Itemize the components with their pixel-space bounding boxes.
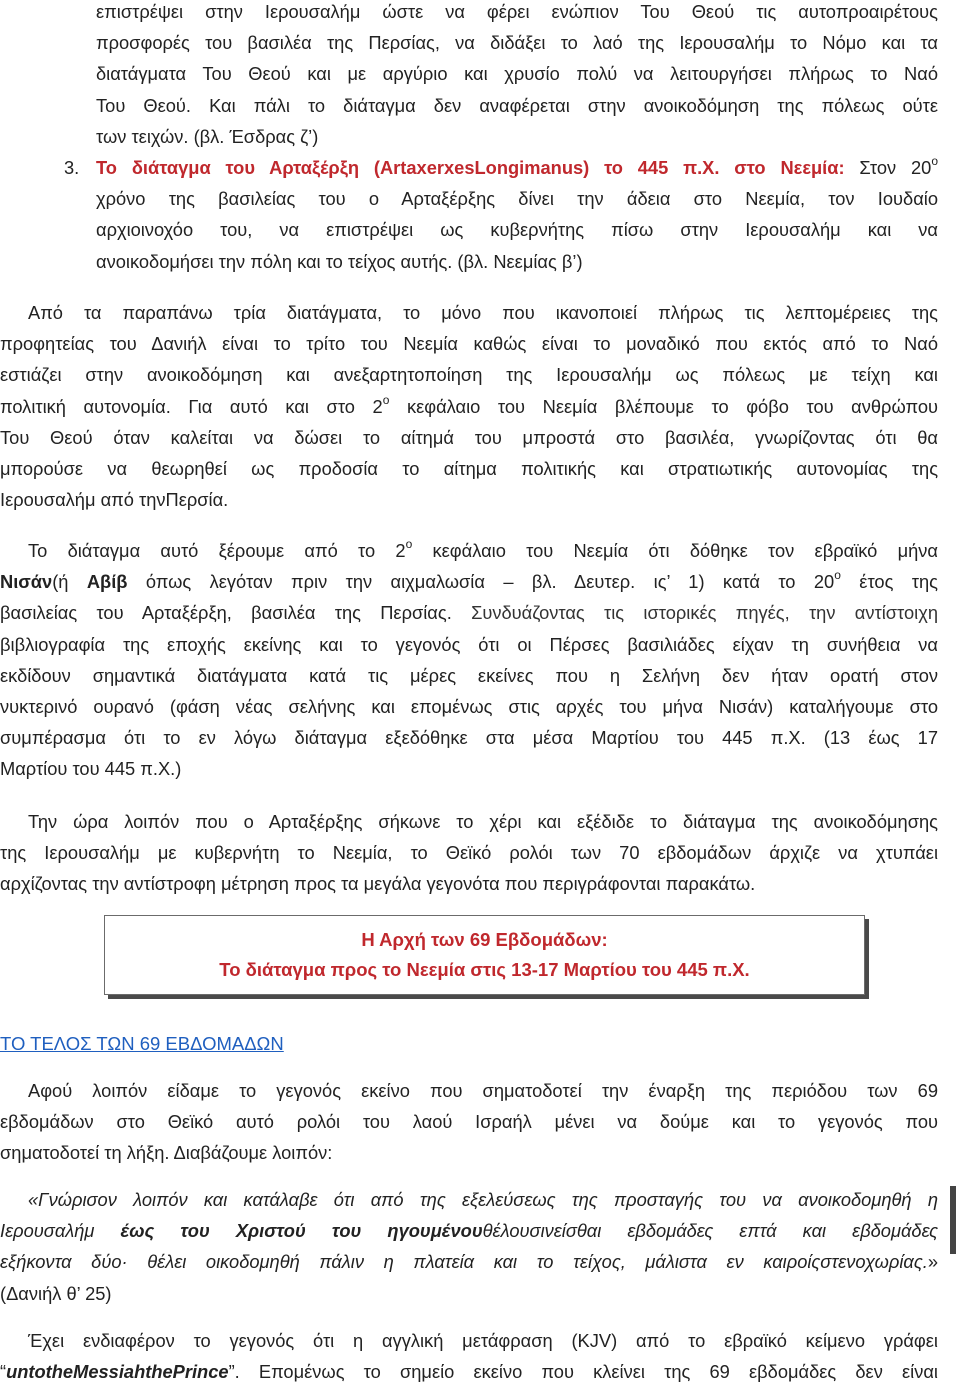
item3-line-first <box>96 152 938 183</box>
intro-line: των τειχών. (βλ. Έσδρας ζ’) <box>96 125 319 147</box>
list-number: 3. <box>64 157 80 178</box>
quote-text: Ιερουσαλήμ <box>0 1220 121 1242</box>
item3-paragraph <box>96 152 938 277</box>
para2-line: Μαρτίου του 445 π.Χ.) <box>0 758 182 780</box>
para2-line <box>0 597 938 628</box>
ordinal-sup: ο <box>834 568 841 583</box>
paragraph-1 <box>0 297 938 515</box>
intro-line: προσφορές του βασιλέα της Περσίας, να διδάξει το λαό της Ιερουσαλήμ το Νόμο και τα <box>96 32 938 54</box>
month-aviv: Αβίβ <box>86 571 128 593</box>
para1-text: πολιτική αυτονομία. Για αυτό και στο 2 <box>0 395 383 417</box>
para1-line: μπορούσε να θεωρηθεί ως προδοσία το αίτημα πολιτικής και στρατιωτικής αυτονομίας της <box>0 458 938 480</box>
para2-text: Συνδυάζοντας τις ιστορικές πηγές, την αντίστοιχη <box>451 602 938 624</box>
para1-text: κεφάλαιο του Νεεμία βλέπουμε το φόβο του ανθρώπου <box>389 395 938 417</box>
ordinal-sup: ο <box>405 536 413 551</box>
quote-text: θέλουσινείσθαι εβδομάδες επτά και εβδομάδες <box>482 1220 939 1242</box>
kjv-phrase: untotheMessiahthePrince <box>6 1361 229 1383</box>
para2-text: Το διάταγμα αυτό ξέρουμε από το 2 <box>28 540 406 561</box>
para4-line: Αφού λοιπόν είδαμε το γεγονός εκείνο που σηματοδοτεί την έναρξη της περιόδου των 69 <box>28 1080 938 1101</box>
item3-line: ανοικοδομήσει την πόλη και το τείχος αυτής. (βλ. Νεεμίας β’) <box>96 250 583 272</box>
paragraph-4 <box>0 1075 938 1169</box>
quote-emphasis: έως του Χριστού του ηγουμένου <box>120 1220 483 1242</box>
intro-line: διατάγματα Του Θεού και με αργύριο και χρυσίο πολύ να λειτουργήσει πλήρως το Ναό <box>96 63 938 85</box>
highlight-box <box>104 915 865 995</box>
paragraph-3 <box>0 806 938 900</box>
para2-text: όπως λεγόταν πριν την αιχμαλωσία – βλ. Δευτερ. ις’ 1) κατά το 20 <box>127 571 835 593</box>
item3-text: Στον 20 <box>844 157 932 178</box>
quote-text: εξήκοντα δύο· θέλει οικοδομηθή πάλιν η πλατεία και το τείχος, μάλιστα εν καιροίςστενοχωρίας. <box>0 1251 928 1273</box>
para5-text: “ <box>0 1361 7 1383</box>
para5-line <box>0 1356 938 1387</box>
ordinal-sup: ο <box>931 153 938 168</box>
box-subtitle: Το διάταγμα προς το Νεεμία στις 13-17 Μαρτίου του 445 π.Χ. <box>219 959 750 980</box>
para2-text: (ή <box>52 571 87 593</box>
quote-reference: (Δανιήλ θ’ 25) <box>0 1282 112 1304</box>
para1-line: προφητείας του Δανιήλ είναι το τρίτο του Νεεμία καθώς είναι το μοναδικό που εκτός από το Ναό <box>0 333 938 355</box>
intro-line: επιστρέψει στην Ιερουσαλήμ ώστε να φέρει ενώπιον Του Θεού τις αυτοπροαιρέτους <box>96 1 938 22</box>
margin-bar <box>950 1186 956 1254</box>
para4-line: σηματοδοτεί τη λήξη. Διαβάζουμε λοιπόν: <box>0 1142 333 1164</box>
para2-line: συμπέρασμα ότι το εν λόγω διάταγμα εξεδόθηκε στα μέσα Μαρτίου του 445 π.Χ. (13 έως 17 <box>0 727 938 749</box>
para3-line: αρχίζοντας την αντίστροφη μέτρηση προς τα μεγάλα γεγονότα που περιγράφονται παρακάτω. <box>0 873 756 895</box>
para5-line: Έχει ενδιαφέρον το γεγονός ότι η αγγλική μετάφραση (KJV) από το εβραϊκό κείμενο γράφει <box>28 1330 938 1351</box>
para1-line: Από τα παραπάνω τρία διατάγματα, το μόνο που ικανοποιεί πλήρως τις λεπτομέρειες της <box>28 302 938 323</box>
para2-line: εκδίδουν σημαντικά διατάγματα κατά τις μέρες εκείνες που η Σελήνη δεν ήταν ορατή στον <box>0 664 938 686</box>
para2-text: έτος της <box>840 571 938 593</box>
para1-line <box>0 391 938 422</box>
scripture-quote <box>0 1184 938 1309</box>
item3-line: αρχιοινοχόο του, να επιστρέψει ως κυβερνήτης πίσω στην Ιερουσαλήμ και να <box>96 219 938 241</box>
para1-line: εστιάζει στην ανοικοδόμηση και ανεξαρτητοποίηση της Ιερουσαλήμ ως πόλεως με τείχη και <box>0 364 938 386</box>
para3-line: της Ιερουσαλήμ με κυβερνήτη το Νεεμία, το Θεϊκό ρολόι των 70 εβδομάδων άρχιζε να χτυπάει <box>0 842 938 864</box>
ordinal-sup: ο <box>382 392 390 407</box>
box-title: Η Αρχή των 69 Εβδομάδων: <box>361 929 608 950</box>
para2-line <box>0 535 938 566</box>
quote-line: «Γνώρισον λοιπόν και κατάλαβε ότι από της εξελεύσεως της προσταγής του να ανοικοδομηθή η <box>28 1189 938 1210</box>
para2-text: κεφάλαιο του Νεεμία ότι δόθηκε τον εβραϊκό μήνα <box>412 540 938 561</box>
intro-line: Του Θεού. Και πάλι το διάταγμα δεν αναφέρεται στην ανοικοδόμηση της πόλεως ούτε <box>96 94 938 116</box>
paragraph-2 <box>0 535 938 785</box>
para1-line: Ιερουσαλήμ από τηνΠερσία. <box>0 489 229 511</box>
month-nisan: Νισάν <box>0 571 53 593</box>
para2-line: νυκτερινό ουρανό (φάση νέας σελήνης και επομένως στις αρχές του μήνα Νισάν) καταλήγουμε στο <box>0 696 938 718</box>
para5-text: ”. Επομένως το σημείο εκείνο που κλείνει της 69 εβδομάδες δεν είναι <box>228 1361 938 1383</box>
para2-line <box>0 566 938 597</box>
para2-text: βασιλείας του Αρταξέρξη, βασιλέα της Περσίας. <box>0 602 452 624</box>
para2-line: βιβλιογραφία της εποχής εκείνης και το γεγονός ότι οι Πέρσες βασιλιάδες είχαν τη συνήθεια να <box>0 633 938 655</box>
paragraph-5 <box>0 1325 938 1387</box>
para4-line: εβδομάδων στο Θεϊκό αυτό ρολόι του λαού Ισραήλ μένει να δούμε και το γεγονός που <box>0 1111 938 1133</box>
quote-line <box>0 1246 938 1277</box>
para3-line: Την ώρα λοιπόν που ο Αρταξέρξης σήκωνε το χέρι και εξέδιδε το διάταγμα της ανοικοδόμησης <box>28 811 938 832</box>
item3-title: Το διάταγμα του Αρταξέρξη (ArtaxerxesLongimanus) το 445 π.Χ. στο Νεεμία: <box>96 157 845 178</box>
section-heading-link[interactable]: ΤΟ ΤΕΛΟΣ ΤΩΝ 69 ΕΒΔΟΜΑΔΩΝ <box>0 1033 284 1054</box>
para1-line: Του Θεού όταν καλείται να δώσει το αίτημά του μπροστά στο βασιλέα, γνωρίζοντας ότι θα <box>0 426 938 448</box>
quote-text: » <box>927 1251 938 1273</box>
intro-paragraph <box>96 0 938 152</box>
item3-line: χρόνο της βασιλείας του ο Αρταξέρξης δίνει την άδεια στο Νεεμία, τον Ιουδαίο <box>96 188 938 210</box>
quote-line <box>0 1215 938 1246</box>
